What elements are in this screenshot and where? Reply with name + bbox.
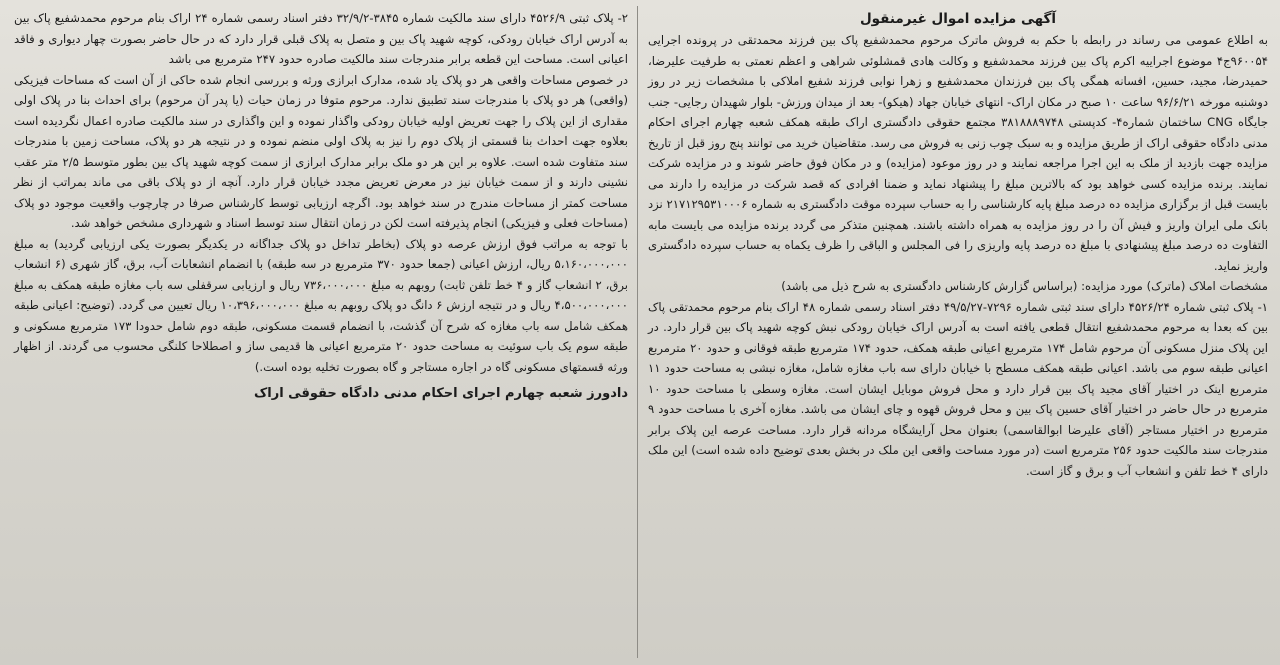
actual-area-paragraph: در خصوص مساحات واقعی هر دو پلاک یاد شده، مدارک ابرازی ورثه و بررسی انجام شده حاکی از آن است که مساحات فیزیکی (واقعی) هر دو پلاک با مندرجات سند تطبیق ندارد. مرحوم متوفا در زمان حیات (یا پدر آن مرحوم) برای احداث بنا در پلاک اولی مقداری از این پلاک را جهت تعریض اولیه خیابان رودکی واگذار نموده و این واگذاری در سند مالکیت صادره اعمال نگردیده است بعلاوه جهت احداث بنا قسمتی از پلاک دوم را نیز به پلاک اولی منضم نموده و در نتیجه هر دو پلاک، مساحت زمین با مندرجات سند متفاوت شده است. علاوه بر این هر دو ملک برابر مدارک ابرازی از سمت کوچه شهید پاک بین بطور متوسط ۲/۵ متر عقب نشینی دارند و از سمت خیابان نیز در معرض تعریض مجدد خیابان قرار دارد. آنچه از دو پلاک باقی می ماند بمراتب از نظر مساحت کمتر از مساحات مندرج در سند خواهد بود. اگرچه ارزیابی توسط کارشناس صرفا در چارچوب واقعیت موجود دو پلاک (مساحات فعلی و فیزیکی) انجام پذیرفته است لکن در زمان انتقال سند توسط اسناد و شهرداری مشخص خواهد شد. (14, 72, 628, 230)
right-column (648, 8, 1268, 481)
notice-intro-paragraph: به اطلاع عمومی می رساند در رابطه با حکم به فروش ماترک مرحوم محمدشفیع پاک بین فرزند محمدتقی در پرونده اجرایی ۹۶۰۰۵۴ج۴ موضوع اجراییه اکرم پاک بین فرزند محمدشفیع و وکالت هادی قمشلوئی شراهی و اعظم نعمتی به طرفیت علیرضا، حمیدرضا، مجید، حسین، افسانه همگی پاک بین فرزندان محمدشفیع و زهرا نوابی فرزند شفیع املاکی با مشخصات زیر در روز دوشنبه مورخه ۹۶/۶/۲۱ ساعت ۱۰ صبح در مکان اراک- انتهای خیابان جهاد (هیکو)- بعد از میدان ورزش- بلوار شهیدان رجایی- جنب جایگاه CNG ساختمان شماره۴- کدپستی ۳۸۱۸۸۸۹۷۴۸ مجتمع حقوقی دادگستری اراک طبقه همکف شعبه چهارم اجرای احکام مدنی دادگاه حقوقی اراک از طریق مزایده و به سبک چوب زنی به فروش می رسد. متقاضیان خرید می توانند پنج روز قبل از تاریخ مزایده جهت بازدید از ملک به این اجرا مراجعه نمایند و در روز موعود (مزایده) و در مکان فوق حاضر شوند و در مزایده شرکت نمایند. برنده مزایده کسی خواهد بود که بالاترین مبلغ را پیشنهاد نماید و ضمنا افرادی که قصد شرکت در مزایده را دارند می بایست قبل از برگزاری مزایده ده درصد مبلغ پایه کارشناسی را به حساب سپرده موقت دادگستری به شماره ۲۱۷۱۲۹۵۳۱۰۰۰۶ نزد بانک ملی ایران واریز و فیش آن را در روز مزایده به همراه داشته باشند. همچنین متذکر می گردد برنده مزایده می بایست مابه التفاوت ده درصد مبلغ پیشنهادی با مبلغ ده درصد پایه واریزی را فی المجلس و الباقی را ظرف یکماه به حساب سپرده دادگستری واریز نماید. (648, 33, 1268, 273)
signature-line: دادورز شعبه چهارم اجرای احکام مدنی دادگاه حقوقی اراک (253, 386, 628, 401)
notice-title: آگهی مزایده اموال غیرمنقول (859, 11, 1057, 27)
property-one-paragraph: ۱- پلاک ثبتی شماره ۴۵۲۶/۲۴ دارای سند ثبتی شماره ۷۲۹۶-۴۹/۵/۲۷ دفتر اسناد رسمی شماره ۴۸ اراک بنام مرحوم محمدتقی پاک بین که بعدا به مرحوم محمدشفیع انتقال قطعی یافته است به آدرس اراک خیابان رودکی نبش کوچه شهید پاک بین قرار دارد. در این پلاک منزل مسکونی آن مرحوم شامل ۱۷۴ مترمربع اعیانی طبقه همکف، حدود ۱۷۴ مترمربع طبقه فوقانی و حدود ۲۰ مترمربع اعیانی طبقه سوم می باشد. اعیانی طبقه همکف مسطح با خیابان دارای سه باب مغازه شامل، مغازه نبشی به مساحت حدود ۱۱ مترمربع اینک در اختیار آقای مجید پاک بین قرار دارد و محل فروش موبایل ایشان است. مغازه وسطی با مساحت حدود ۱۰ مترمربع در حال حاضر در اختیار آقای حسین پاک بین و محل فروش قهوه و چای ایشان می باشد. مغازه آخری با مساحت حدود ۹ مترمربع در اختیار مستاجر (آقای علیرضا ابوالقاسمی) بعنوان محل آرایشگاه مردانه قرار دارد. مساحت عرصه این پلاک برابر مندرجات سند مالکیت حدود ۲۵۶ مترمربع است (در مورد مساحت واقعی این ملک در بخش بعدی توضیح داده شده است) این ملک دارای ۴ خط تلفن و انشعاب آب و برق و گاز است. (648, 299, 1269, 478)
left-column (14, 8, 628, 405)
column-divider (637, 6, 638, 658)
valuation-paragraph: با توجه به مراتب فوق ارزش عرصه دو پلاک (بخاطر تداخل دو پلاک جداگانه در یکدیگر بصورت یکی ارزیابی گردید) به مبلغ ۵،۱۶۰،۰۰۰،۰۰۰ ریال، ارزش اعیانی (جمعا حدود ۳۷۰ مترمربع در سه طبقه) با انضمام انشعابات آب، برق، گاز شهری (۶ انشعاب برق، ۲ انشعاب گاز و ۴ خط تلفن ثابت) روبهم به مبلغ ۷۳۶،۰۰۰،۰۰۰ ریال و ارزیابی سرقفلی سه باب مغازه طبقه همکف به مبلغ ۴،۵۰۰،۰۰۰،۰۰۰ ریال و در نتیجه ارزش ۶ دانگ دو پلاک روبهم به مبلغ ۱۰،۳۹۶،۰۰۰،۰۰۰ ریال تعیین می گردد. (توضیح: اعیانی طبقه همکف شامل سه باب مغازه که شرح آن گذشت، با انضمام قسمت مسکونی، طبقه دوم شامل حدودا ۱۷۳ مترمربع مسکونی و طبقه سوم یک باب سوئیت به مساحت حدود ۲۰ مترمربع اعیانی ها قدیمی ساز و اصطلاحا کلنگی محسوب می گردند. از اظهار ورثه قسمتهای مسکونی گاه در اجاره مستاجر و گاه بصورت تخلیه بوده است.) (14, 236, 629, 374)
property-specs-heading: مشخصات املاک (ماترک) مورد مزایده: (براساس گزارش کارشناس دادگستری به شرح ذیل می باشد) (781, 279, 1268, 293)
property-two-paragraph: ۲- پلاک ثبتی ۴۵۲۶/۹ دارای سند مالکیت شماره ۳۸۴۵-۳۲/۹/۲ دفتر اسناد رسمی شماره ۲۴ اراک بنام مرحوم محمدشفیع پاک بین به آدرس اراک خیابان رودکی، کوچه شهید پاک بین و متصل به پلاک قبلی قرار دارد که در حال حاضر بصورت چهار دیواری و فاقد اعیانی است. مساحت این قطعه برابر مندرجات سند مالکیت صادره حدود ۲۴۷ مترمربع می باشد (14, 11, 629, 66)
